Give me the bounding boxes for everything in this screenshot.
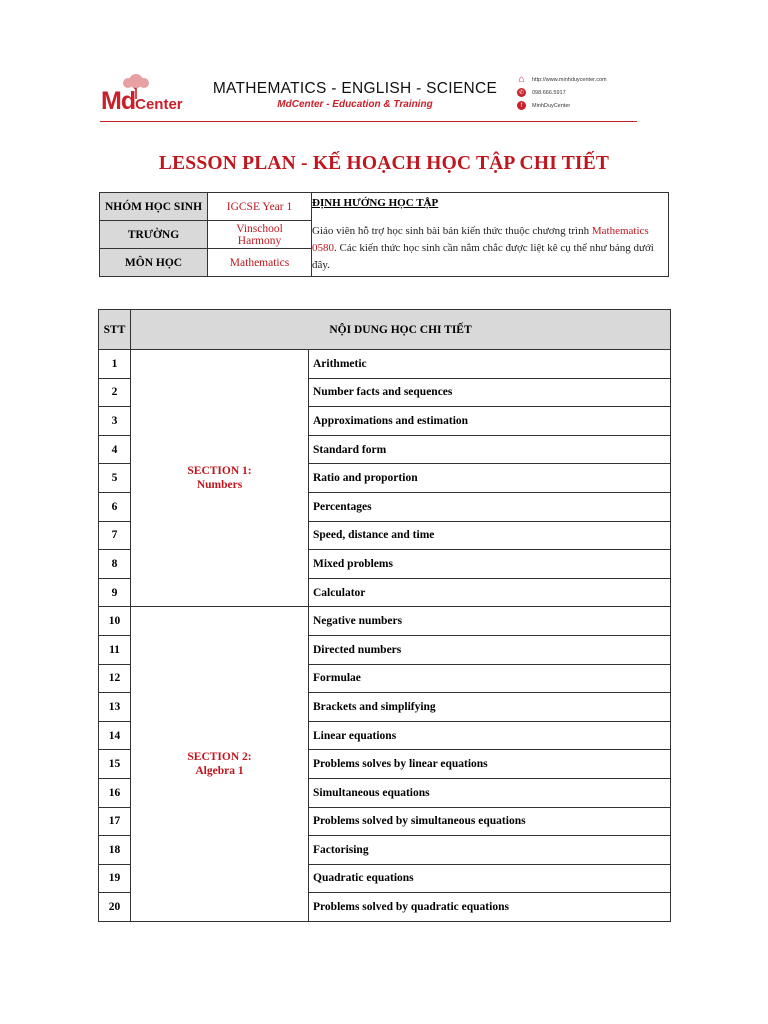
section-label-line1: SECTION 1: bbox=[187, 465, 252, 478]
row-stt: 3 bbox=[99, 407, 131, 436]
table-header-row bbox=[99, 310, 671, 350]
row-stt: 8 bbox=[99, 550, 131, 579]
section-label-line2: Algebra 1 bbox=[195, 765, 244, 778]
row-stt: 11 bbox=[99, 635, 131, 664]
col-stt-header: STT bbox=[99, 310, 131, 350]
orientation-text-before: Giáo viên hỗ trợ học sinh bài bản kiến thức thuộc chương trình bbox=[312, 225, 592, 237]
row-stt: 19 bbox=[99, 864, 131, 893]
row-stt: 16 bbox=[99, 778, 131, 807]
row-stt: 15 bbox=[99, 750, 131, 779]
contact-website[interactable] bbox=[517, 73, 637, 86]
row-topic: Simultaneous equations bbox=[309, 778, 671, 807]
row-topic: Percentages bbox=[309, 492, 671, 521]
row-stt: 4 bbox=[99, 435, 131, 464]
row-topic: Arithmetic bbox=[309, 350, 671, 379]
table-row bbox=[99, 607, 671, 636]
orientation-highlight: Mathematics 0580 bbox=[312, 225, 649, 254]
row-stt: 17 bbox=[99, 807, 131, 836]
row-stt: 18 bbox=[99, 836, 131, 865]
row-topic: Quadratic equations bbox=[309, 864, 671, 893]
row-topic: Calculator bbox=[309, 578, 671, 607]
contact-phone[interactable] bbox=[517, 86, 637, 99]
school-value: Vinschool Harmony bbox=[208, 221, 312, 249]
logo-md-text: Md bbox=[101, 87, 136, 115]
row-topic: Negative numbers bbox=[309, 607, 671, 636]
page-title: LESSON PLAN - KẾ HOẠCH HỌC TẬP CHI TIẾT bbox=[158, 153, 610, 174]
contact-block bbox=[517, 73, 637, 112]
logo-center-text: Center bbox=[135, 96, 183, 113]
facebook-text: MinhDuyCenter bbox=[532, 102, 571, 109]
row-topic: Approximations and estimation bbox=[309, 407, 671, 436]
row-topic: Formulae bbox=[309, 664, 671, 693]
row-stt: 5 bbox=[99, 464, 131, 493]
row-stt: 7 bbox=[99, 521, 131, 550]
row-topic: Standard form bbox=[309, 435, 671, 464]
row-stt: 14 bbox=[99, 721, 131, 750]
row-topic: Problems solves by linear equations bbox=[309, 750, 671, 779]
row-topic: Mixed problems bbox=[309, 550, 671, 579]
row-stt: 13 bbox=[99, 693, 131, 722]
row-stt: 12 bbox=[99, 664, 131, 693]
mdcenter-logo bbox=[101, 73, 201, 121]
row-topic: Linear equations bbox=[309, 721, 671, 750]
row-topic: Problems solved by simultaneous equations bbox=[309, 807, 671, 836]
row-topic: Factorising bbox=[309, 836, 671, 865]
phone-text: 098.666.5917 bbox=[532, 89, 566, 96]
row-topic: Speed, distance and time bbox=[309, 521, 671, 550]
content-table-body bbox=[99, 350, 671, 922]
row-topic: Directed numbers bbox=[309, 635, 671, 664]
facebook-icon: f bbox=[517, 101, 526, 110]
row-topic: Number facts and sequences bbox=[309, 378, 671, 407]
row-stt: 20 bbox=[99, 893, 131, 922]
phone-icon: ✆ bbox=[518, 90, 525, 96]
school-label: TRƯỜNG bbox=[100, 221, 208, 249]
row-topic: Brackets and simplifying bbox=[309, 693, 671, 722]
section-label-line1: SECTION 2: bbox=[187, 751, 252, 764]
header-divider bbox=[100, 121, 637, 122]
col-content-header: NỘI DUNG HỌC CHI TIẾT bbox=[131, 310, 671, 350]
row-stt: 9 bbox=[99, 578, 131, 607]
orientation-heading: ĐỊNH HƯỚNG HỌC TẬP bbox=[312, 197, 439, 209]
group-value: IGCSE Year 1 bbox=[208, 193, 312, 221]
row-stt: 2 bbox=[99, 378, 131, 407]
subject-label: MÔN HỌC bbox=[100, 249, 208, 276]
orientation-text bbox=[312, 223, 667, 274]
website-text: http://www.minhduycenter.com bbox=[532, 76, 607, 83]
home-icon: ⌂ bbox=[518, 74, 525, 85]
orientation-text-after: . Các kiến thức học sinh cần nắm chắc được liệt kê cụ thể như bảng dưới đây. bbox=[312, 242, 654, 271]
content-table bbox=[98, 309, 671, 922]
row-stt: 10 bbox=[99, 607, 131, 636]
row-topic: Problems solved by quadratic equations bbox=[309, 893, 671, 922]
group-label: NHÓM HỌC SINH bbox=[100, 193, 208, 221]
row-stt: 6 bbox=[99, 492, 131, 521]
table-row bbox=[99, 350, 671, 379]
row-topic: Ratio and proportion bbox=[309, 464, 671, 493]
header-subtitle: MdCenter - Education & Training bbox=[277, 99, 433, 110]
subject-value: Mathematics bbox=[208, 249, 312, 276]
section-label bbox=[131, 350, 309, 607]
section-label-line2: Numbers bbox=[196, 479, 243, 492]
header-title: MATHEMATICS - ENGLISH - SCIENCE bbox=[212, 80, 498, 97]
contact-facebook[interactable] bbox=[517, 99, 637, 112]
section-label bbox=[131, 607, 309, 922]
row-stt: 1 bbox=[99, 350, 131, 379]
info-table bbox=[99, 192, 669, 277]
